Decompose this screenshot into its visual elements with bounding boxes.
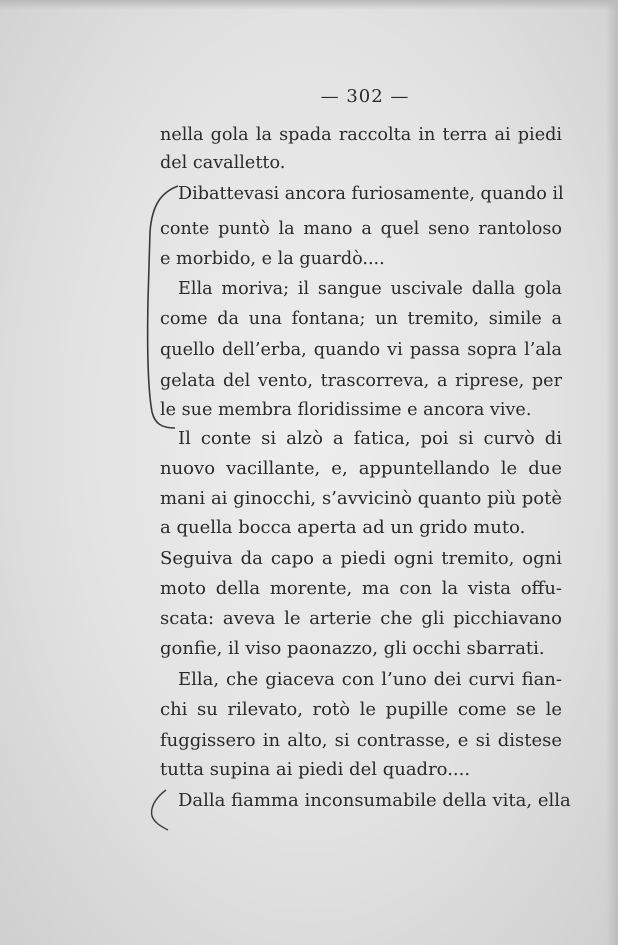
text-line-13: mani ai ginocchi, s’avvicinò quanto più potè (160, 488, 562, 509)
pencil-bracket-lower (152, 790, 168, 830)
text-line-9: gelata del vento, trascorreva, a riprese, per (160, 371, 562, 391)
text-line-5: e morbido, e la guardò.... (160, 249, 385, 269)
text-line-12: nuovo vacillante, e, appuntellando le due (160, 458, 562, 479)
text-line-18: gonfie, il viso paonazzo, gli occhi sbarrati. (160, 638, 545, 659)
page-number: — 302 — (320, 86, 410, 107)
pencil-bracket-upper (148, 186, 178, 428)
text-line-8: quello dell’erba, quando vi passa sopra l’ala (160, 340, 562, 360)
text-line-22: tutta supina ai piedi del quadro.... (160, 759, 471, 780)
text-line-3: Dibattevasi ancora furiosamente, quando il (178, 184, 564, 204)
text-line-7: come da una fontana; un tremito, simile a (160, 309, 562, 329)
text-line-2: del cavalletto. (160, 153, 286, 173)
text-line-1: nella gola la spada raccolta in terra ai piedi (160, 125, 562, 145)
text-line-11: Il conte si alzò a fatica, poi si curvò di (178, 428, 562, 449)
text-line-4: conte puntò la mano a quel seno rantoloso (160, 219, 562, 239)
text-line-16: moto della morente, ma con la vista offu- (160, 578, 562, 599)
text-line-21: fuggissero in alto, si contrasse, e si distese (160, 730, 562, 751)
text-line-14: a quella bocca aperta ad un grido muto. (160, 517, 526, 538)
text-line-15: Seguiva da capo a piedi ogni tremito, ogni (160, 548, 562, 569)
text-line-19: Ella, che giaceva con l’uno dei curvi fian- (178, 669, 562, 690)
text-line-6: Ella moriva; il sangue uscivale dalla gola (178, 279, 562, 299)
text-line-23: Dalla fiamma inconsumabile della vita, ella (178, 790, 571, 811)
text-line-10: le sue membra floridissime e ancora vive. (160, 400, 532, 420)
text-line-20: chi su rilevato, rotò le pupille come se le (160, 699, 562, 720)
text-line-17: scata: aveva le arterie che gli picchiavano (160, 608, 562, 629)
